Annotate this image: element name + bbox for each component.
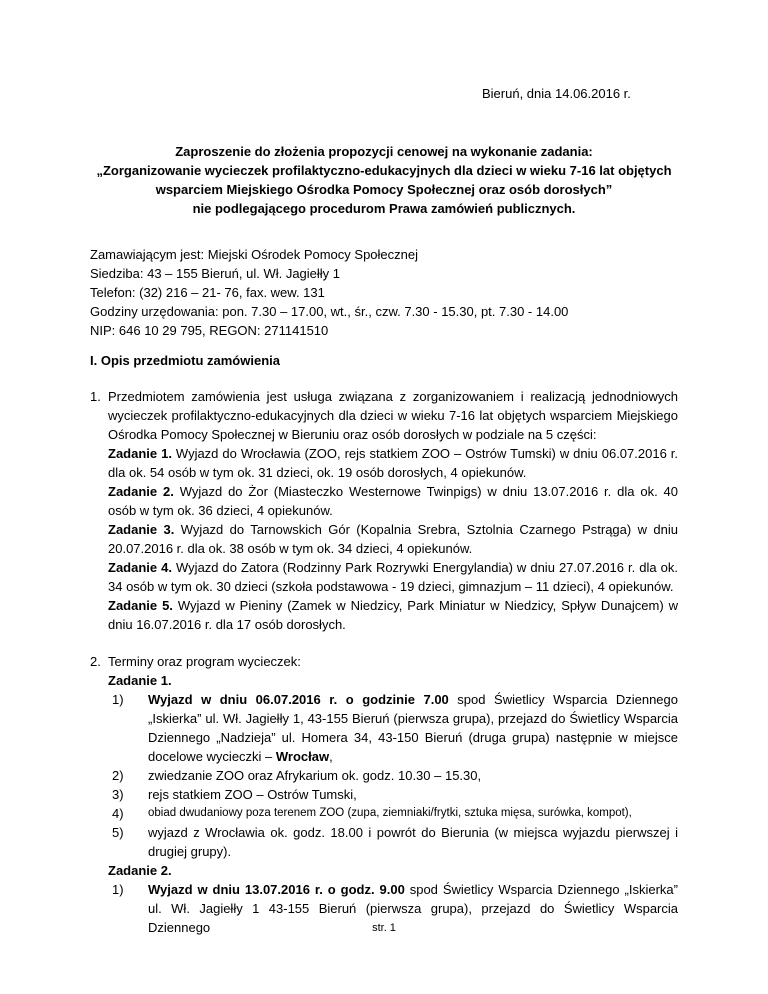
info-line: Godziny urzędowania: pon. 7.30 – 17.00, wt., śr., czw. 7.30 - 15.30, pt. 7.30 - 14.00 — [90, 304, 569, 319]
info-line: Zamawiającym jest: Miejski Ośrodek Pomocy Społecznej — [90, 247, 418, 262]
section-heading: I. Opis przedmiotu zamówienia — [90, 353, 280, 368]
step-number: 2) — [112, 768, 124, 783]
step-bold-destination: Wrocław — [275, 749, 330, 764]
list-item-1 — [90, 387, 678, 634]
program-step — [112, 804, 678, 823]
info-line: Siedziba: 43 – 155 Bieruń, ul. Wł. Jagiełły 1 — [90, 266, 341, 281]
task-text: Wyjazd w Pieniny (Zamek w Niedzicy, Park Miniatur w Niedzicy, Spływ Dunajcem) w dniu 16.07.2016 r. dla 17 osób dorosłych. — [108, 598, 679, 632]
info-line: Telefon: (32) 216 – 21- 76, fax. wew. 131 — [90, 285, 325, 300]
task-label: Zadanie 2. — [108, 484, 174, 499]
list-number: 2. — [90, 654, 101, 669]
program-step — [112, 766, 678, 785]
title-line-1: Zaproszenie do złożenia propozycji cenowej na wykonanie zadania: — [175, 144, 593, 159]
task-4 — [108, 558, 678, 596]
item-body — [108, 387, 678, 634]
item-intro: Przedmiotem zamówienia jest usługa związana z zorganizowaniem i realizacją jednodniowych wycieczek profilaktyczno-edukacyjnych dla dzieci w wieku 7-16 lat objętych wsparciem Miejskiego Ośrodka Pomocy Społecznej w Bieruniu oraz osób dorosłych w podziale na 5 części: — [108, 389, 678, 442]
step-rest-end: , — [329, 749, 333, 764]
task-label: Zadanie 1. — [108, 446, 172, 461]
title-line-4: nie podlegającego procedurom Prawa zamówień publicznych. — [192, 201, 576, 216]
title-line-3: wsparciem Miejskiego Ośrodka Pomocy Społecznej oraz osób dorosłych” — [155, 182, 613, 197]
item-body — [108, 652, 678, 937]
step-text: wyjazd z Wrocławia ok. godz. 18.00 i powrót do Bierunia (w miejsca wyjazdu pierwszej i drugiej grupy). — [148, 825, 678, 859]
task-label: Zadanie 4. — [108, 560, 172, 575]
title-line-2: „Zorganizowanie wycieczek profilaktyczno-edukacyjnych dla dzieci w wieku 7-16 lat objętych — [96, 163, 672, 178]
step-number: 1) — [112, 692, 124, 707]
step-bold: Wyjazd w dniu 06.07.2016 r. o godzinie 7.00 — [148, 692, 449, 707]
step-text: obiad dwudaniowy poza terenem ZOO (zupa, ziemniaki/frytki, sztuka mięsa, surówka, kompot), — [148, 807, 632, 819]
step-bold: Wyjazd w dniu 13.07.2016 r. o godz. 9.00 — [148, 882, 405, 897]
step-rest: spod Świetlicy Wsparcia Dziennego „Iskierka” ul. Wł. Jagiełły 1 43-155 Bieruń (pierwsza grupa), przejazd do Świetlicy Wsparcia Dziennego — [148, 882, 678, 935]
list-item-2 — [90, 652, 678, 937]
step-text — [148, 690, 678, 766]
task-text: Wyjazd do Żor (Miasteczko Westernowe Twinpigs) w dniu 13.07.2016 r. dla ok. 40 osób w tym ok. 36 dzieci, 4 opiekunów. — [108, 484, 679, 518]
list-number: 1. — [90, 389, 101, 404]
task-text: Wyjazd do Wrocławia (ZOO, rejs statkiem ZOO – Ostrów Tumski) w dniu 06.07.2016 r. dla ok. 54 osób w tym ok. 31 dzieci, ok. 19 osób dorosłych, 4 opiekunów. — [108, 446, 678, 480]
document-date: Bieruń, dnia 14.06.2016 r. — [482, 86, 631, 101]
task-text: Wyjazd do Zatora (Rodzinny Park Rozrywki Energylandia) w dniu 27.07.2016 r. dla ok. 34 osób w tym ok. 30 dzieci (szkoła podstawowa - 19 dzieci, gimnazjum – 11 dzieci), 4 opiekunów. — [108, 560, 678, 594]
task-2 — [108, 482, 678, 520]
task-label: Zadanie 3. — [108, 522, 175, 537]
step-number: 4) — [112, 806, 124, 821]
task-1 — [108, 444, 678, 482]
task-2-label: Zadanie 2. — [108, 863, 172, 878]
program-step — [112, 823, 678, 861]
task-label: Zadanie 5. — [108, 598, 173, 613]
document-title — [90, 142, 678, 218]
step-text: zwiedzanie ZOO oraz Afrykarium ok. godz. 10.30 – 15.30, — [148, 768, 482, 783]
program-step — [112, 690, 678, 766]
task-label — [108, 861, 678, 880]
step-rest: spod Świetlicy Wsparcia Dziennego „Iskierka” ul. Wł. Jagiełły 1, 43-155 Bieruń (pierwsza grupa), przejazd do Świetlicy Wsparcia Dziennego „Nadzieja” ul. Homera 34, 43-150 Bieruń (druga grupa) następnie w miejsce docelowe wycieczki – — [148, 692, 678, 764]
step-number: 5) — [112, 825, 124, 840]
task-3 — [108, 520, 678, 558]
contractor-info — [90, 245, 568, 340]
program-step — [112, 785, 678, 804]
task-label — [108, 671, 678, 690]
info-line: NIP: 646 10 29 795, REGON: 271141510 — [90, 323, 329, 338]
task-1-label: Zadanie 1. — [108, 673, 172, 688]
step-text: rejs statkiem ZOO – Ostrów Tumski, — [148, 787, 357, 802]
item-intro: Terminy oraz program wycieczek: — [108, 654, 301, 669]
task-text: Wyjazd do Tarnowskich Gór (Kopalnia Srebra, Sztolnia Czarnego Pstrąga) w dniu 20.07.2016 r. dla ok. 38 osób w tym ok. 34 dzieci, 4 opiekunów. — [108, 522, 678, 556]
page-number: str. 1 — [372, 922, 396, 934]
task-5 — [108, 596, 678, 634]
step-number: 1) — [112, 882, 124, 897]
step-number: 3) — [112, 787, 124, 802]
